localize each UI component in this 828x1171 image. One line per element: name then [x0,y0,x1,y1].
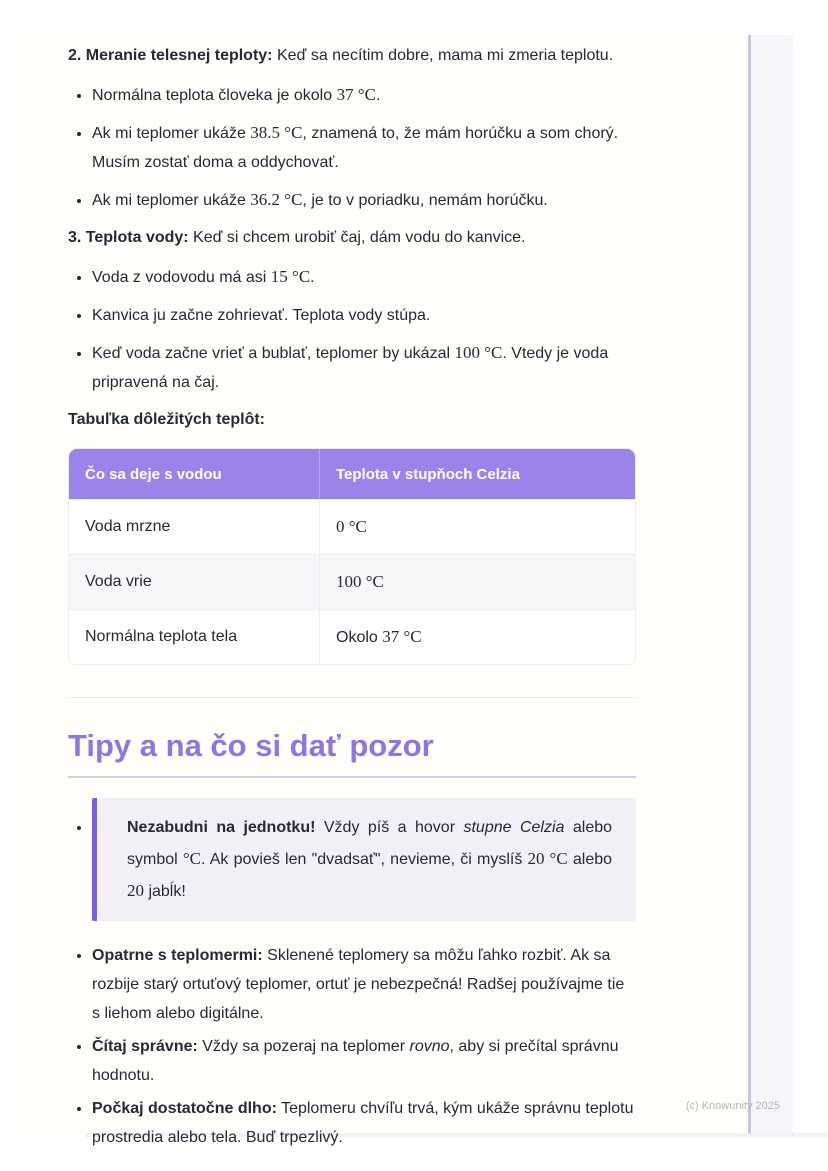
tip-text: Vždy sa pozeraj na teplomer [197,1038,410,1055]
list-item [92,185,636,215]
tip-text: Sklenené teplomery sa môžu ľahko rozbiť. Ak sa rozbije starý ortuťový teplomer, ortuť je nebezpečná! Radšej používajme tie s liehom alebo digitálne. [92,947,625,1022]
callout-text: alebo [567,851,613,868]
list-item-text: Keď voda začne vrieť a bublať, teplomer by ukázal [92,345,455,362]
section-2-text: Keď sa necítim dobre, mama mi zmeria teplotu. [272,47,614,64]
list-item-text: . Vtedy je voda pripravená na čaj. [92,345,609,391]
temperature-value: 38.5 °C [250,123,303,142]
copyright-watermark: (c) Knowunity 2025 [685,1100,780,1112]
list-item [92,300,636,330]
callout-box [92,798,636,921]
callout-list-item [92,798,636,921]
temperature-value: 20 °C [527,849,568,868]
callout-text: . Ak povieš len "dvadsať", nevieme, či myslíš [201,851,528,868]
section-3-list [68,262,636,397]
list-item [92,80,636,110]
table-row [69,499,635,554]
tips-heading: Tipy a na čo si dať pozor [68,726,636,778]
table-cell-text: Okolo [336,629,383,646]
list-item-text: . [310,269,315,286]
temperature-table [68,448,636,665]
temperature-value: 37 °C [336,85,376,104]
list-item-text: Normálna teplota človeka je okolo [92,87,337,104]
tip-item [92,941,636,1028]
table-cell [320,554,635,609]
list-item [92,262,636,292]
list-item-text: Kanvica ju začne zohrievať. Teplota vody stúpa. [92,307,431,324]
section-2-label: 2. Meranie telesnej teploty: [68,47,273,64]
callout-list [68,798,636,921]
number-value: 20 [127,881,144,900]
page-edge-strip [751,35,793,1136]
list-item [92,118,636,177]
tip-item [92,1032,636,1090]
tip-item [92,1094,636,1152]
list-item-text: , je to v poriadku, nemám horúčku. [302,192,548,209]
tip-italic-text: rovno [409,1038,450,1055]
temperature-value: 100 °C [336,572,384,591]
table-title: Tabuľka dôležitých teplôt: [68,411,265,428]
tip-label: Čítaj správne: [92,1038,198,1055]
tip-label: Opatrne s teplomermi: [92,947,263,964]
list-item-text: Ak mi teplomer ukáže [92,125,251,142]
document-content [68,35,636,1156]
section-3-paragraph [68,223,636,252]
list-item-text: , znamená to, že mám horúčku a som chorý. Musím zostať doma a oddychovať. [92,125,619,171]
tips-list [68,941,636,1152]
section-3-text: Keď si chcem urobiť čaj, dám vodu do kanvice. [188,229,526,246]
section-3-label: 3. Teplota vody: [68,229,189,246]
table-cell [320,499,635,554]
temperature-value: 100 °C [454,343,503,362]
temperature-value: 15 °C [270,267,311,286]
list-item-text: . [375,87,381,104]
table-cell: Normálna teplota tela [69,609,320,664]
table-cell: Voda mrzne [69,499,320,554]
list-item-text: Ak mi teplomer ukáže [92,192,251,209]
table-header-cell: Čo sa deje s vodou [69,449,320,499]
section-divider [68,697,636,698]
callout-italic-text: stupne Celzia [463,819,565,836]
callout-text: alebo symbol [127,819,613,868]
callout-bold-text: Nezabudni na jednotku! [127,819,316,836]
tip-label: Počkaj dostatočne dlho: [92,1100,277,1117]
table-header-cell: Teplota v stupňoch Celzia [320,449,635,499]
tip-text: Teplomeru chvíľu trvá, kým ukáže správnu teplotu prostredia alebo tela. Buď trpezlivý. [92,1100,634,1146]
table-cell: Voda vrie [69,554,320,609]
list-item-text: Voda z vodovodu má asi [92,269,271,286]
table-cell [320,609,635,664]
table-row [69,554,635,609]
callout-text: jabĺk! [144,883,186,900]
list-item [92,338,636,397]
table-header-row [69,449,635,499]
tip-text: , aby si prečítal správnu hodnotu. [92,1038,619,1084]
temperature-value: 37 °C [382,627,422,646]
degree-symbol: °C [182,849,202,868]
section-2-list [68,80,636,215]
section-2-paragraph [68,41,636,70]
callout-text: Vždy píš a hovor [315,819,464,836]
table-row [69,609,635,664]
temperature-value: 36.2 °C [250,190,303,209]
temperature-value: 0 °C [336,517,367,536]
